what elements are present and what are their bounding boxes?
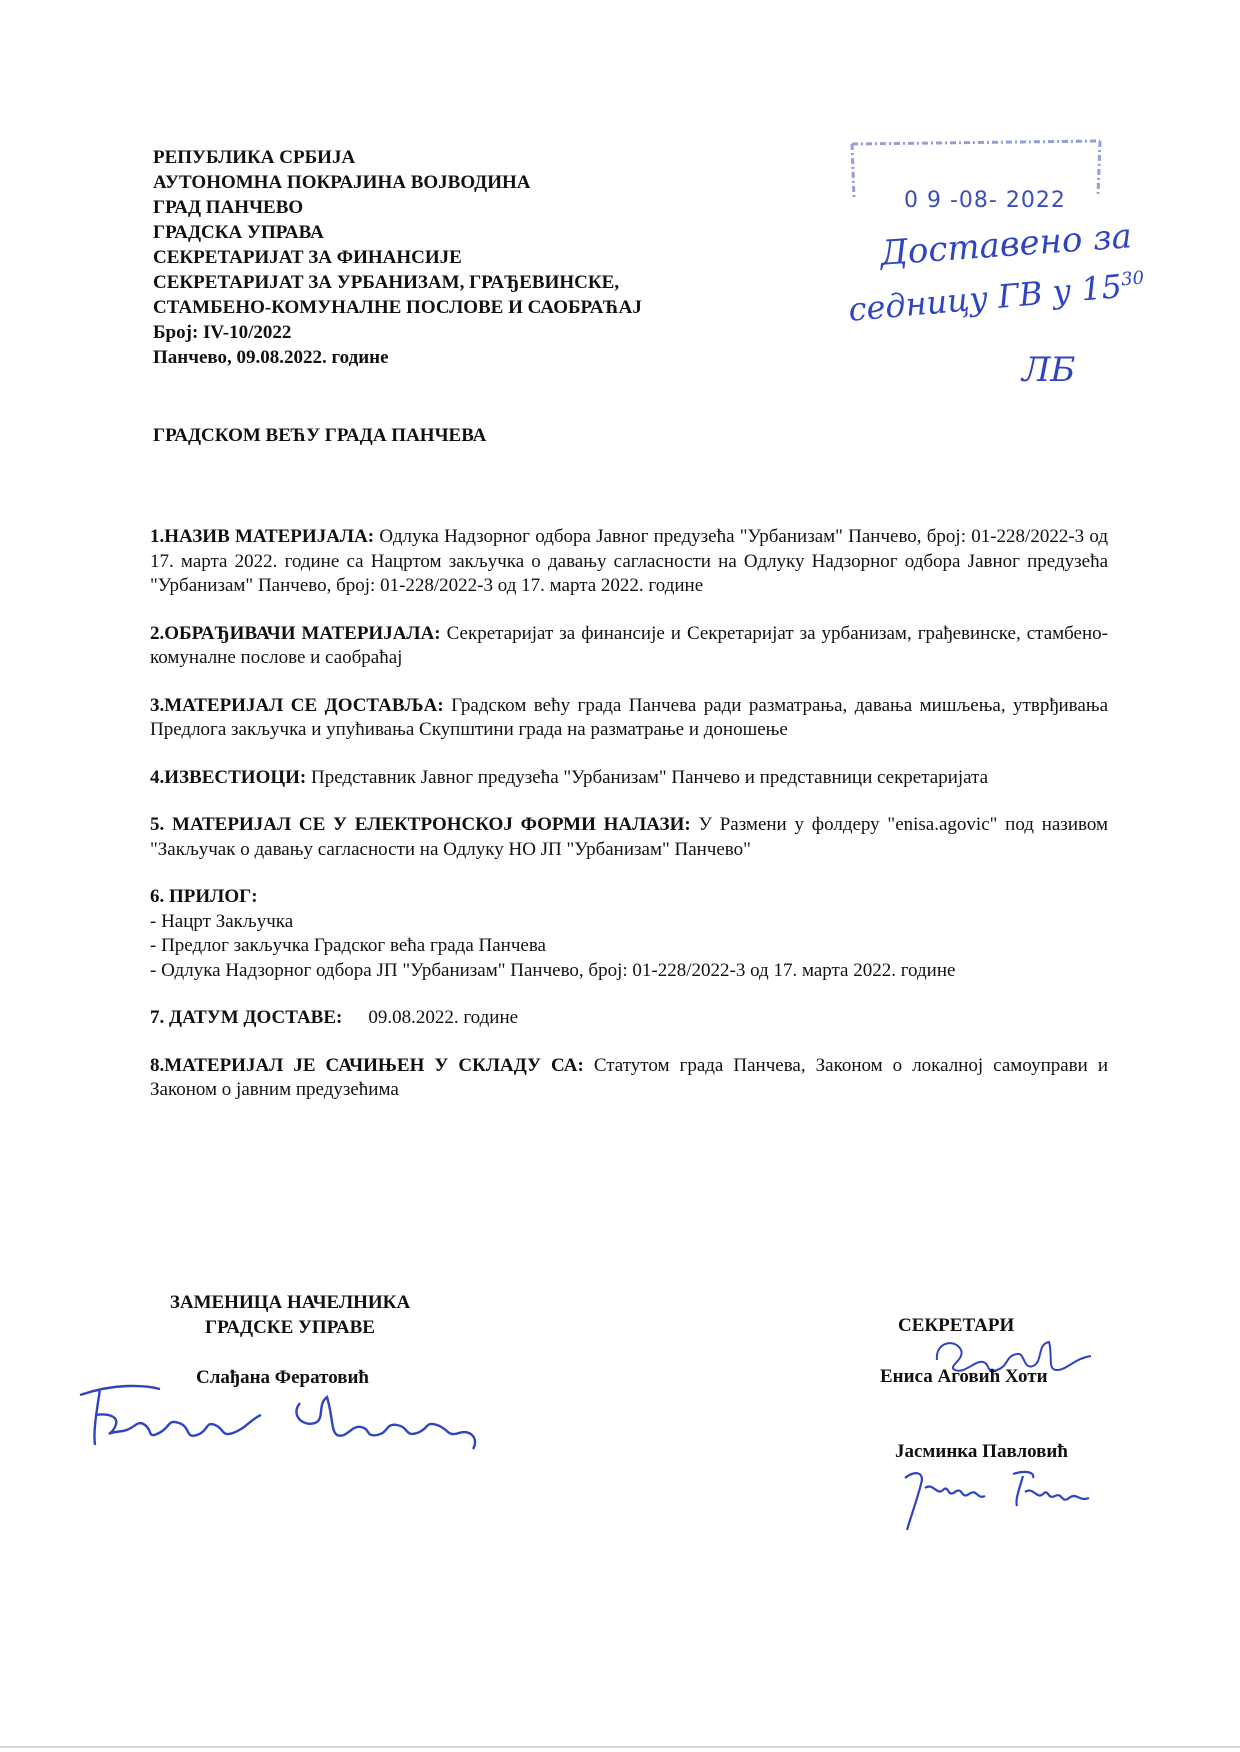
header-line: СЕКРЕТАРИЈАТ ЗА ФИНАНСИЈЕ — [153, 247, 462, 268]
attachment-line: - Нацрт Закључка — [150, 910, 294, 932]
stamp-handwriting-superscript: 30 — [1120, 267, 1145, 291]
item-processors — [150, 622, 1108, 671]
delivery-label: 7. ДАТУМ ДОСТАВЕ: — [150, 1007, 343, 1028]
stamp-handwriting-line2 — [847, 265, 1146, 329]
item-label: 1.НАЗИВ МАТЕРИЈАЛА: — [150, 526, 375, 547]
signatory-name-right-1: Ениса Аговић Хоти — [880, 1366, 1048, 1387]
item-text: Секретаријат за финансије и Секретаријат за урбанизам, грађевинске, стамбено-комуналне послове и саобраћај — [150, 622, 1108, 668]
item-text: Одлука Надзорног одбора Јавног предузећа "Урбанизам" Панчево, број: 01-228/2022-3 од 17. марта 2022. године са Нацртом закључка о давању сагласности на Одлуку Надзорног одбора Јавног предузећа "Урбанизам" Панчево, број: 01-228/2022-3 од 17. марта 2022. године — [150, 526, 1108, 596]
header-line: ГРАД ПАНЧЕВО — [153, 197, 304, 218]
item-delivered-to — [150, 694, 1108, 743]
item-text: Представник Јавног предузећа "Урбанизам" Панчево и представници секретаријата — [306, 766, 989, 788]
item-label: 2.ОБРАЂИВАЧИ МАТЕРИЈАЛА: — [150, 622, 441, 644]
attachment-line: - Одлука Надзорног одбора ЈП "Урбанизам" Панчево, број: 01-228/2022-3 од 17. марта 2022. године — [150, 959, 956, 981]
signatory-title: ГРАДСКЕ УПРАВЕ — [205, 1317, 375, 1338]
attachment-line: - Предлог закључка Градског већа града Панчева — [150, 935, 546, 956]
item-text: Статутом града Панчева, Законом о локалној самоуправи и Законом о јавним предузећима — [150, 1054, 1108, 1100]
signatory-title: ЗАМЕНИЦА НАЧЕЛНИКА — [169, 1292, 411, 1313]
signature-block-left-title — [145, 1290, 435, 1340]
stamp-handwriting-initials: ЛБ — [1022, 350, 1076, 390]
item-label: 3.МАТЕРИЈАЛ СЕ ДОСТАВЉА: — [150, 694, 444, 716]
handwritten-signature-left — [75, 1375, 485, 1455]
handwritten-signature-right-2 — [885, 1460, 1095, 1535]
item-compliance — [150, 1054, 1108, 1103]
header-line: ГРАДСКА УПРАВА — [153, 222, 324, 243]
item-text: Градском већу града Панчева ради разматрања, давања мишљења, утврђивања Предлога закључка и упућивања Скупштини града на разматрање и доношење — [150, 694, 1109, 740]
header-line: СТАМБЕНО-КОМУНАЛНЕ ПОСЛОВЕ И САОБРАЋАЈ — [153, 297, 642, 318]
item-delivery-date — [150, 1006, 1108, 1031]
document-header — [153, 145, 773, 370]
header-line: АУТОНОМНА ПОКРАЈИНА ВОЈВОДИНА — [153, 172, 531, 193]
document-number: Број: IV-10/2022 — [153, 322, 292, 343]
item-label: 5. МАТЕРИЈАЛ СЕ У ЕЛЕКТРОНСКОЈ ФОРМИ НАЛАЗИ: — [150, 814, 691, 835]
item-attachments — [150, 885, 1108, 983]
signatory-title-right: СЕКРЕТАРИ — [898, 1315, 1015, 1336]
item-text: У Размени у фолдеру "enisa.agovic" под називом "Закључак о давању сагласности на Одлуку НО ЈП "Урбанизам" Панчево" — [150, 814, 1108, 860]
header-line: РЕПУБЛИКА СРБИЈА — [153, 147, 356, 168]
signatory-name-right-2: Јасминка Павловић — [895, 1441, 1068, 1462]
attachments-label: 6. ПРИЛОГ: — [150, 886, 258, 907]
stamp-date: 0 9 -08- 2022 — [904, 188, 1066, 213]
stamp-handwriting-text: седницу ГВ у 15 — [846, 267, 1124, 329]
signatory-name-left: Слађана Фератовић — [196, 1367, 369, 1388]
item-label: 8.МАТЕРИЈАЛ ЈЕ САЧИЊЕН У СКЛАДУ СА: — [150, 1054, 584, 1076]
stamp-handwriting-line1: Доставено за — [878, 216, 1134, 274]
document-date: Панчево, 09.08.2022. године — [153, 347, 389, 368]
page-bottom-edge — [0, 1746, 1240, 1748]
delivery-date: 09.08.2022. године — [368, 1007, 519, 1028]
item-label: 4.ИЗВЕСТИОЦИ: — [150, 766, 307, 788]
document-body — [150, 525, 1108, 1126]
header-line: СЕКРЕТАРИЈАТ ЗА УРБАНИЗАМ, ГРАЂЕВИНСКЕ, — [153, 272, 620, 293]
item-reporters — [150, 766, 1108, 791]
item-electronic-location — [150, 813, 1108, 862]
recipient: ГРАДСКОМ ВЕЋУ ГРАДА ПАНЧЕВА — [153, 425, 487, 446]
item-material-name — [150, 525, 1108, 599]
